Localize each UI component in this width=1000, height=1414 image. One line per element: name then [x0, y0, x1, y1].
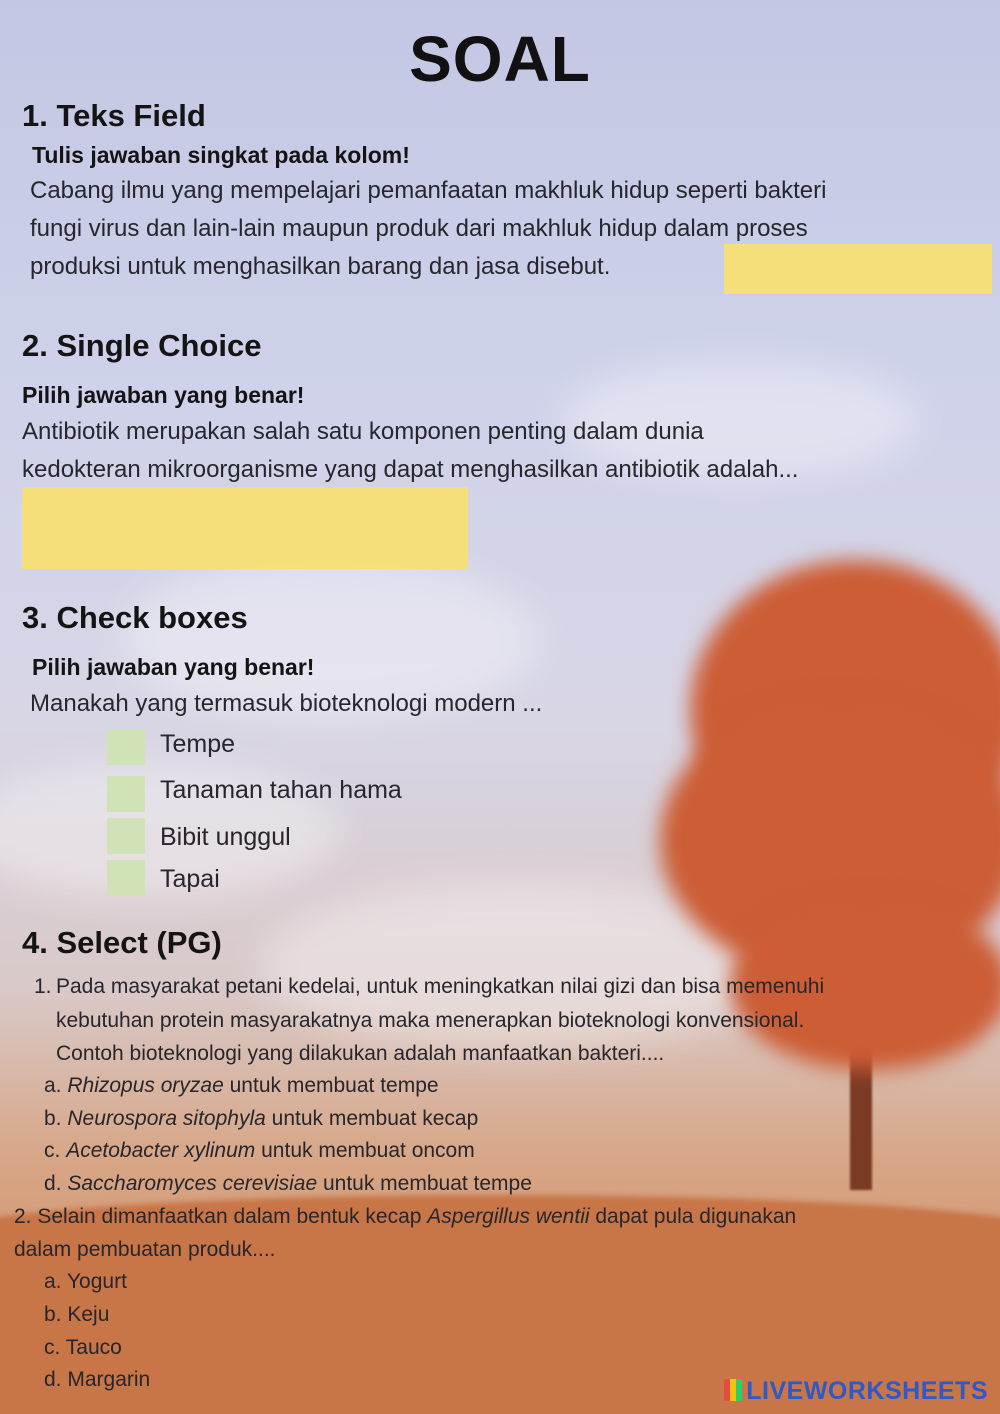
q4-item2-option-b[interactable]: b. Keju [44, 1303, 110, 1326]
option-letter: b. [44, 1107, 62, 1130]
q4-item1-option-a[interactable] [44, 1069, 439, 1102]
q4-item2-option-a[interactable]: a. Yogurt [44, 1270, 127, 1293]
option-label: Bibit unggul [160, 823, 291, 851]
q1-line: fungi virus dan lain-lain maupun produk dari makhluk hidup dalam proses [30, 215, 808, 242]
q4-item1-option-b[interactable] [44, 1102, 478, 1135]
page-title: SOAL [409, 23, 591, 95]
q1-line: produksi untuk menghasilkan barang dan jasa disebut. [30, 253, 611, 280]
q4-item2-text: 2. Selain dimanfaatkan dalam bentuk kecap [14, 1205, 422, 1228]
option-text: untuk membuat kecap [271, 1107, 479, 1130]
q4-item2-line [14, 1200, 796, 1233]
q4-item1-option-c[interactable] [44, 1134, 475, 1167]
q2-line: kedokteran mikroorganisme yang dapat menghasilkan antibiotik adalah... [22, 456, 799, 483]
species-name: Neurospora sitophyla [67, 1107, 266, 1130]
q3-instruction: Pilih jawaban yang benar! [32, 654, 315, 680]
q4-item2-option-c[interactable]: c. Tauco [44, 1336, 122, 1359]
q2-line: Antibiotik merupakan salah satu komponen penting dalam dunia [22, 418, 704, 445]
q2-single-choice-dropdown[interactable] [22, 487, 468, 569]
q3-heading: 3. Check boxes [22, 600, 248, 635]
option-label: Tempe [160, 730, 236, 758]
option-label: Tanaman tahan hama [160, 776, 402, 804]
q4-heading: 4. Select (PG) [22, 925, 222, 960]
q1-line: Cabang ilmu yang mempelajari pemanfaatan makhluk hidup seperti bakteri [30, 177, 827, 204]
q2-instruction: Pilih jawaban yang benar! [22, 382, 305, 408]
species-name: Rhizopus oryzae [67, 1074, 224, 1097]
checkbox-tanaman-tahan-hama[interactable] [107, 776, 145, 812]
q4-item1-line: Contoh bioteknologi yang dilakukan adalah manfaatkan bakteri.... [56, 1042, 665, 1065]
q4-item1-line: Pada masyarakat petani kedelai, untuk meningkatkan nilai gizi dan bisa memenuhi [56, 975, 825, 998]
q4-item1-option-d[interactable] [44, 1167, 532, 1200]
q4-item1-line: kebutuhan protein masyarakatnya maka menerapkan bioteknologi konvensional. [56, 1009, 805, 1032]
liveworksheets-icon [724, 1379, 742, 1401]
species-name: Aspergillus wentii [427, 1205, 590, 1228]
checkbox-tapai[interactable] [107, 860, 145, 896]
option-text: untuk membuat oncom [261, 1139, 475, 1162]
q3-question: Manakah yang termasuk bioteknologi modern ... [30, 690, 543, 717]
brand-text: LIVEWORKSHEETS [746, 1377, 988, 1405]
option-label: Tapai [160, 865, 220, 893]
q2-heading: 2. Single Choice [22, 328, 262, 363]
option-letter: c. [44, 1139, 61, 1162]
q4-item2-text: dapat pula digunakan [595, 1205, 797, 1228]
option-letter: a. [44, 1074, 62, 1097]
q4-item2-option-d[interactable]: d. Margarin [44, 1368, 151, 1391]
checkbox-tempe[interactable] [107, 729, 145, 765]
option-text: untuk membuat tempe [322, 1172, 532, 1195]
q1-answer-field[interactable] [724, 244, 992, 294]
q4-item2-line: dalam pembuatan produk.... [14, 1238, 276, 1261]
q4-item1-number: 1. [34, 975, 52, 998]
checkbox-bibit-unggul[interactable] [107, 818, 145, 854]
liveworksheets-logo[interactable] [724, 1377, 988, 1406]
q1-instruction: Tulis jawaban singkat pada kolom! [32, 142, 410, 168]
species-name: Saccharomyces cerevisiae [67, 1172, 318, 1195]
q1-heading: 1. Teks Field [22, 98, 206, 133]
option-letter: d. [44, 1172, 62, 1195]
species-name: Acetobacter xylinum [66, 1139, 256, 1162]
option-text: untuk membuat tempe [229, 1074, 439, 1097]
